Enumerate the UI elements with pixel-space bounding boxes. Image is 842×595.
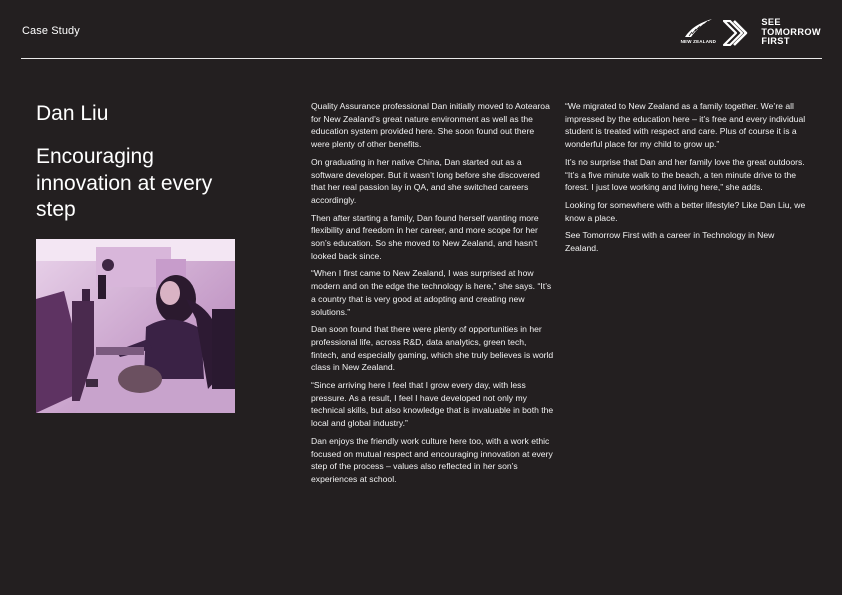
- body-paragraph: Then after starting a family, Dan found herself wanting more flexibility and freedom in her career, and more scope for her son’s education. So she moved to New Zealand, and hasn’t looked back since.: [311, 212, 539, 261]
- brand-line: TOMORROW: [761, 26, 821, 37]
- profile-photo: [36, 239, 235, 413]
- story-headline: Encouraging innovation at every step: [36, 145, 213, 221]
- header-divider: [21, 58, 822, 59]
- brand-line: FIRST: [761, 36, 790, 46]
- body-paragraph: Quality Assurance professional Dan initially moved to Aotearoa for New Zealand’s great nature environment as well as the education system provided here. She soon found out there were plenty of other benefits.: [311, 101, 550, 150]
- document-type-label: Case Study: [22, 25, 80, 37]
- fern-icon: [683, 18, 713, 38]
- new-zealand-fern-logo: [681, 18, 715, 44]
- body-column-left: [311, 100, 555, 491]
- body-paragraph: Dan soon found that there were plenty of opportunities in her professional life, across R&D, data analytics, green tech, fintech, and especially gaming, which she truly believes is world class in New Zealand.: [311, 324, 554, 373]
- body-paragraph: Looking for somewhere with a better lifestyle? Like Dan Liu, we know a place.: [565, 199, 806, 223]
- body-column-right: [565, 100, 809, 260]
- fern-logo-text: NEW ZEALAND: [680, 39, 717, 44]
- person-name: Dan Liu: [36, 102, 109, 125]
- body-paragraph: “Since arriving here I feel that I grow every day, with less pressure. As a result, I feel I have developed not only my technical skills, but also knowledge that is invaluable in both the local and global industry.”: [311, 380, 554, 429]
- header-logos: [681, 18, 821, 47]
- body-paragraph: It’s no surprise that Dan and her family love the great outdoors. “It’s a five minute walk to the beach, a ten minute drive to the forest. I just love working and living here,” she adds.: [565, 156, 805, 193]
- body-paragraph: “We migrated to New Zealand as a family together. We’re all impressed by the education here – it’s free and every individual student is treated with respect and care. Plus of course it is a wonderful place for my child to grow up.”: [565, 101, 806, 150]
- office-photo-illustration: [36, 239, 235, 413]
- double-chevron-icon: [723, 20, 753, 46]
- body-paragraph: See Tomorrow First with a career in Technology in New Zealand.: [565, 230, 775, 254]
- body-paragraph: “When I first came to New Zealand, I was surprised at how modern and on the edge the technology is here,” she says. “It’s a country that is very good at adopting and creating new solutions.”: [311, 268, 552, 317]
- see-tomorrow-first-logo: [761, 18, 821, 47]
- brand-line: SEE: [761, 17, 781, 27]
- body-paragraph: Dan enjoys the friendly work culture here too, with a work ethic focused on mutual respect and encouraging innovation at every step of the process – values also reflected in her son’s experiences at school.: [311, 435, 553, 484]
- body-paragraph: On graduating in her native China, Dan started out as a software developer. But it wasn’t long before she discovered that her real passion lay in QA, and she switched careers accordingly.: [311, 156, 540, 205]
